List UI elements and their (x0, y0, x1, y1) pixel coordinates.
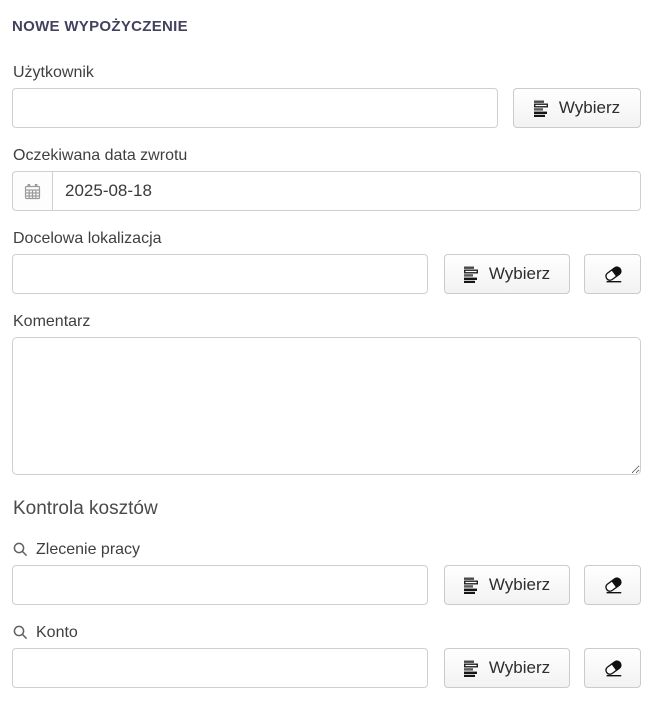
work-order-label-text: Zlecenie pracy (36, 541, 141, 558)
target-location-field-label: Docelowa lokalizacja (13, 230, 162, 247)
account-field-label (13, 623, 641, 642)
account-choose-button-label: Wybierz (488, 658, 551, 677)
user-input[interactable] (12, 88, 498, 128)
work-order-choose-button-label: Wybierz (488, 575, 551, 594)
work-order-input[interactable] (12, 565, 428, 605)
account-choose-button[interactable] (444, 648, 570, 688)
work-order-field-row (12, 565, 641, 605)
user-choose-button-label: Wybierz (558, 98, 621, 117)
target-location-field-row (12, 254, 641, 294)
page-title: NOWE WYPOŻYCZENIE (12, 18, 188, 35)
work-order-field-label (13, 540, 641, 559)
list-icon (464, 266, 480, 283)
list-icon (534, 100, 550, 117)
return-date-group (12, 171, 641, 211)
comment-field-label: Komentarz (13, 313, 91, 330)
eraser-icon (602, 263, 624, 285)
calendar-addon (12, 171, 52, 211)
target-location-choose-button[interactable] (444, 254, 570, 294)
search-icon (13, 542, 28, 557)
target-location-clear-button[interactable] (584, 254, 641, 294)
target-location-input[interactable] (12, 254, 428, 294)
user-field-label: Użytkownik (13, 64, 94, 81)
work-order-clear-button[interactable] (584, 565, 641, 605)
eraser-icon (602, 574, 624, 596)
account-field-row (12, 648, 641, 688)
account-label-text: Konto (36, 624, 78, 641)
list-icon (464, 577, 480, 594)
new-loan-form (0, 18, 647, 688)
search-icon (13, 625, 28, 640)
account-clear-button[interactable] (584, 648, 641, 688)
return-date-input[interactable] (52, 171, 641, 211)
work-order-choose-button[interactable] (444, 565, 570, 605)
account-input[interactable] (12, 648, 428, 688)
list-icon (464, 660, 480, 677)
comment-textarea[interactable] (12, 337, 641, 475)
calendar-icon (24, 183, 41, 200)
return-date-field-label: Oczekiwana data zwrotu (13, 147, 188, 164)
user-choose-button[interactable] (513, 88, 641, 128)
user-field-row (12, 88, 641, 128)
cost-control-heading: Kontrola kosztów (13, 498, 158, 519)
target-location-choose-button-label: Wybierz (488, 264, 551, 283)
eraser-icon (602, 657, 624, 679)
